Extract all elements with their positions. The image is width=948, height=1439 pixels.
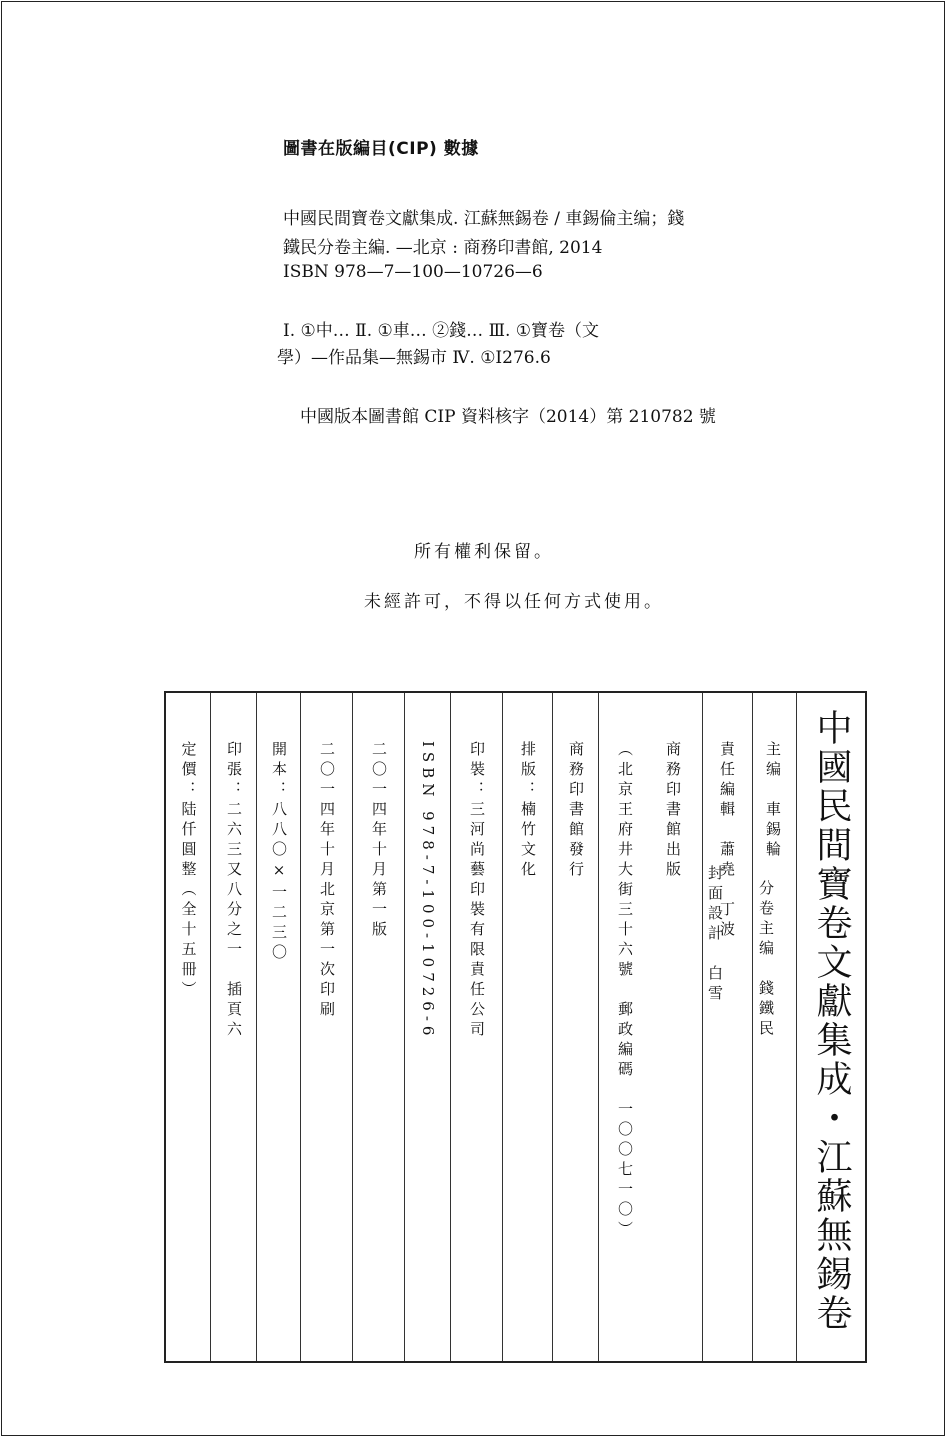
- colophon-col-distributor: [552, 693, 598, 1361]
- sheets-text: 印張：二六三又八分之一 插頁六: [225, 741, 243, 1041]
- book-title: 中國民間寶卷文獻集成・江蘇無錫卷: [811, 709, 852, 1333]
- colophon-col-printing-date: [300, 693, 352, 1361]
- colophon-col-responsible: [702, 693, 752, 1361]
- publisher-text: 商務印書館出版: [664, 741, 682, 881]
- colophon-col-edition: [352, 693, 404, 1361]
- edition-text: 二〇一四年十月第一版: [370, 741, 388, 941]
- cip-publisher-line: 鐵民分卷主編. —北京 : 商務印書館, 2014: [283, 238, 603, 258]
- cip-heading: 圖書在版編目(CIP) 數據: [283, 139, 479, 159]
- address-text: （北京王府井大街三十六號 郵政編碼 一〇〇七一〇）: [616, 741, 634, 1241]
- volume-editor-text: 分卷主编 錢鐵民: [757, 880, 775, 1040]
- typesetting-text: 排版：楠竹文化: [519, 741, 537, 881]
- isbn-text: ISBN 978-7-100-10726-6: [419, 741, 437, 1041]
- cip-index-line-2: 學）—作品集—無錫市 Ⅳ. ①I276.6: [277, 348, 551, 368]
- colophon-col-publisher: [598, 693, 702, 1361]
- colophon-col-price: [166, 693, 210, 1361]
- cover-design-text: 封面設計 白雪: [706, 865, 724, 1005]
- usage-notice: 未經許可，不得以任何方式使用。: [364, 592, 664, 612]
- colophon-col-sheets: [210, 693, 256, 1361]
- price-text: 定價：陆仟圓整（全十五冊）: [179, 741, 198, 1001]
- cip-record-number: 中國版本圖書館 CIP 資料核字（2014）第 210782 號: [300, 407, 716, 427]
- colophon-col-isbn: [404, 693, 450, 1361]
- responsible-editor-text: 責任編輯 蕭堯 丁波: [718, 741, 736, 941]
- cip-isbn-line: ISBN 978—7—100—10726—6: [283, 262, 543, 282]
- colophon-col-format: [256, 693, 300, 1361]
- cip-title-line: 中國民間寶卷文獻集成. 江蘇無錫卷 / 車錫倫主编；錢: [283, 209, 685, 229]
- distributor-text: 商務印書館發行: [567, 741, 585, 881]
- colophon-col-typesetting: [502, 693, 552, 1361]
- cip-index-line-1: Ⅰ. ①中… Ⅱ. ①車… ②錢… Ⅲ. ①寶卷（文: [283, 321, 600, 341]
- colophon-col-printing: [450, 693, 502, 1361]
- printing-date-text: 二〇一四年十月北京第一次印刷: [318, 741, 336, 1021]
- editors-extra: [758, 880, 773, 1040]
- printing-text: 印裝：三河尚藝印裝有限責任公司: [468, 741, 486, 1041]
- colophon-col-title: [796, 693, 865, 1361]
- editor-text: 主编 車錫輪: [764, 741, 782, 861]
- rights-reserved: 所有權利保留。: [414, 542, 554, 562]
- responsible-extra: [707, 865, 722, 1005]
- format-text: 開本：八八〇×一二三〇: [270, 741, 288, 964]
